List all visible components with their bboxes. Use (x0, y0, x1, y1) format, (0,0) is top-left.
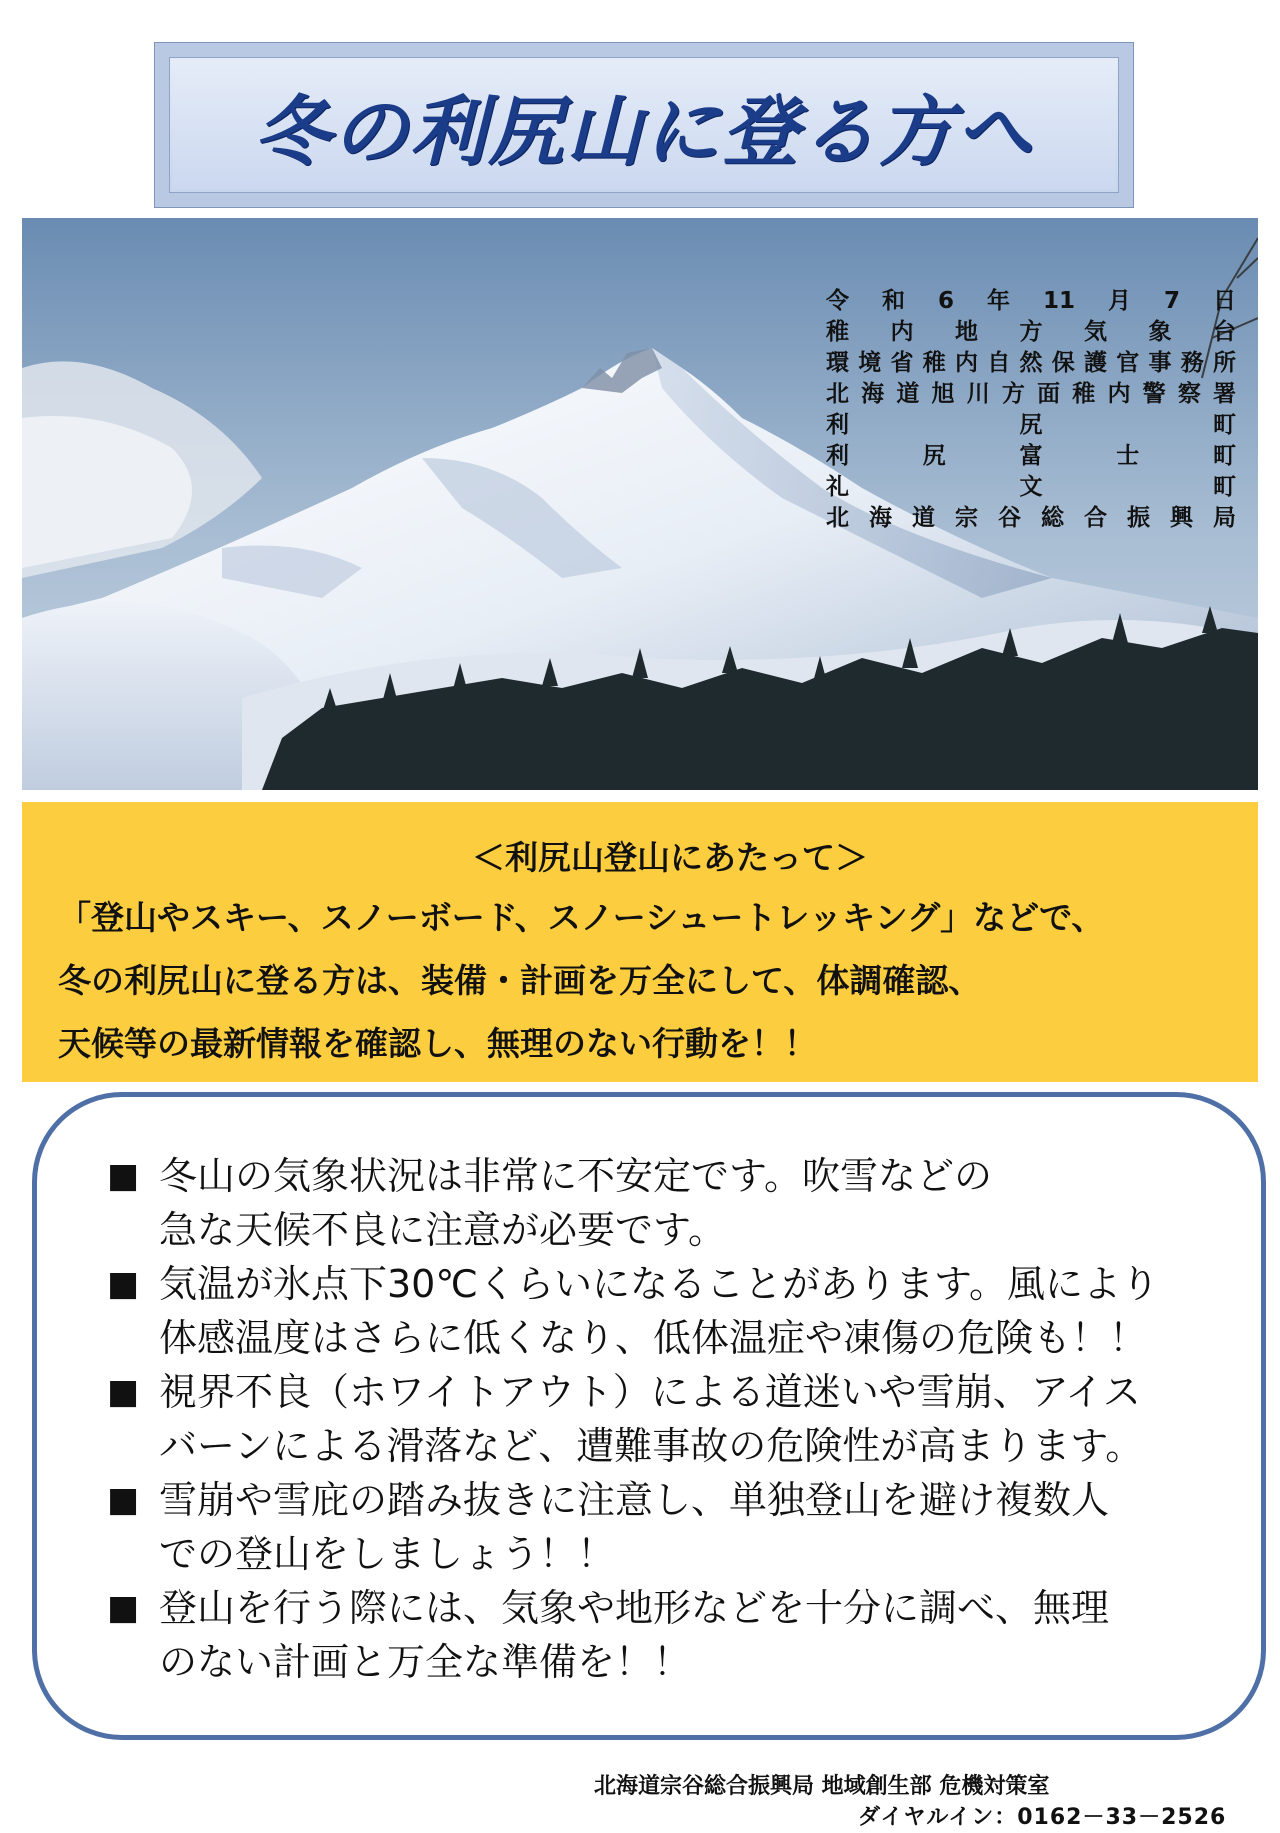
org-line: 北海道宗谷総合振興局 (826, 505, 1236, 531)
org-line: 令和6年11月7日 (826, 288, 1236, 314)
warnings-box (32, 1092, 1266, 1740)
warning-text-line2: 急な天候不良に注意が必要です。 (159, 1208, 726, 1252)
org-line: 稚内地方気象台 (826, 319, 1236, 345)
title-banner-inner (173, 61, 1115, 189)
footer-department: 北海道宗谷総合振興局 地域創生部 危機対策室 (594, 1774, 1050, 1799)
square-bullet-icon: ■ (107, 1156, 140, 1196)
org-line: 北海道旭川方面稚内警察署 (826, 381, 1236, 407)
climbing-notice (22, 802, 1258, 1082)
square-bullet-icon: ■ (107, 1480, 140, 1520)
footer-phone: ダイヤルイン：0162－33－2526 (858, 1805, 1227, 1830)
page-title: 冬の利尻山に登る方へ (254, 86, 1034, 176)
square-bullet-icon: ■ (107, 1264, 140, 1304)
warning-text-line2: バーンによる滑落など、遭難事故の危険性が高まります。 (159, 1424, 1144, 1468)
warning-text-line1: 登山を行う際には、気象や地形などを十分に調べ、無理 (159, 1586, 1110, 1630)
warning-text-line1: 視界不良（ホワイトアウト）による道迷いや雪崩、アイス (159, 1370, 1141, 1414)
notice-line: 冬の利尻山に登る方は、装備・計画を万全にして、体調確認、 (58, 961, 982, 1000)
warning-text-line2: 体感温度はさらに低くなり、低体温症や凍傷の危険も！！ (159, 1316, 1148, 1360)
square-bullet-icon: ■ (107, 1372, 140, 1412)
notice-line: 「登山やスキー、スノーボード、スノーシュートレッキング」などで、 (58, 898, 1105, 937)
org-line: 利尻富士町 (826, 443, 1236, 469)
warning-item (107, 1149, 1247, 1257)
warning-item (107, 1365, 1247, 1473)
square-bullet-icon: ■ (107, 1588, 140, 1628)
warning-text-line2: のない計画と万全な準備を！！ (159, 1640, 692, 1684)
mountain-photo (22, 218, 1258, 790)
warning-item (107, 1581, 1247, 1689)
notice-line: 天候等の最新情報を確認し、無理のない行動を！！ (58, 1024, 817, 1063)
warning-text-line1: 冬山の気象状況は非常に不安定です。吹雪などの (159, 1154, 992, 1198)
notice-heading: ＜利尻山登山にあたって＞ (472, 838, 868, 877)
org-line: 礼文町 (826, 474, 1236, 500)
warning-item (107, 1257, 1247, 1365)
warning-text-line1: 気温が氷点下30℃くらいになることがあります。風により (159, 1262, 1159, 1306)
warning-text-line2: での登山をしましょう！！ (159, 1532, 616, 1576)
issuing-organizations (826, 286, 1236, 534)
warning-item (107, 1473, 1247, 1581)
org-line: 環境省稚内自然保護官事務所 (826, 350, 1236, 376)
org-line: 利尻町 (826, 412, 1236, 438)
title-banner (154, 42, 1134, 208)
warning-text-line1: 雪崩や雪庇の踏み抜きに注意し、単独登山を避け複数人 (159, 1478, 1110, 1522)
